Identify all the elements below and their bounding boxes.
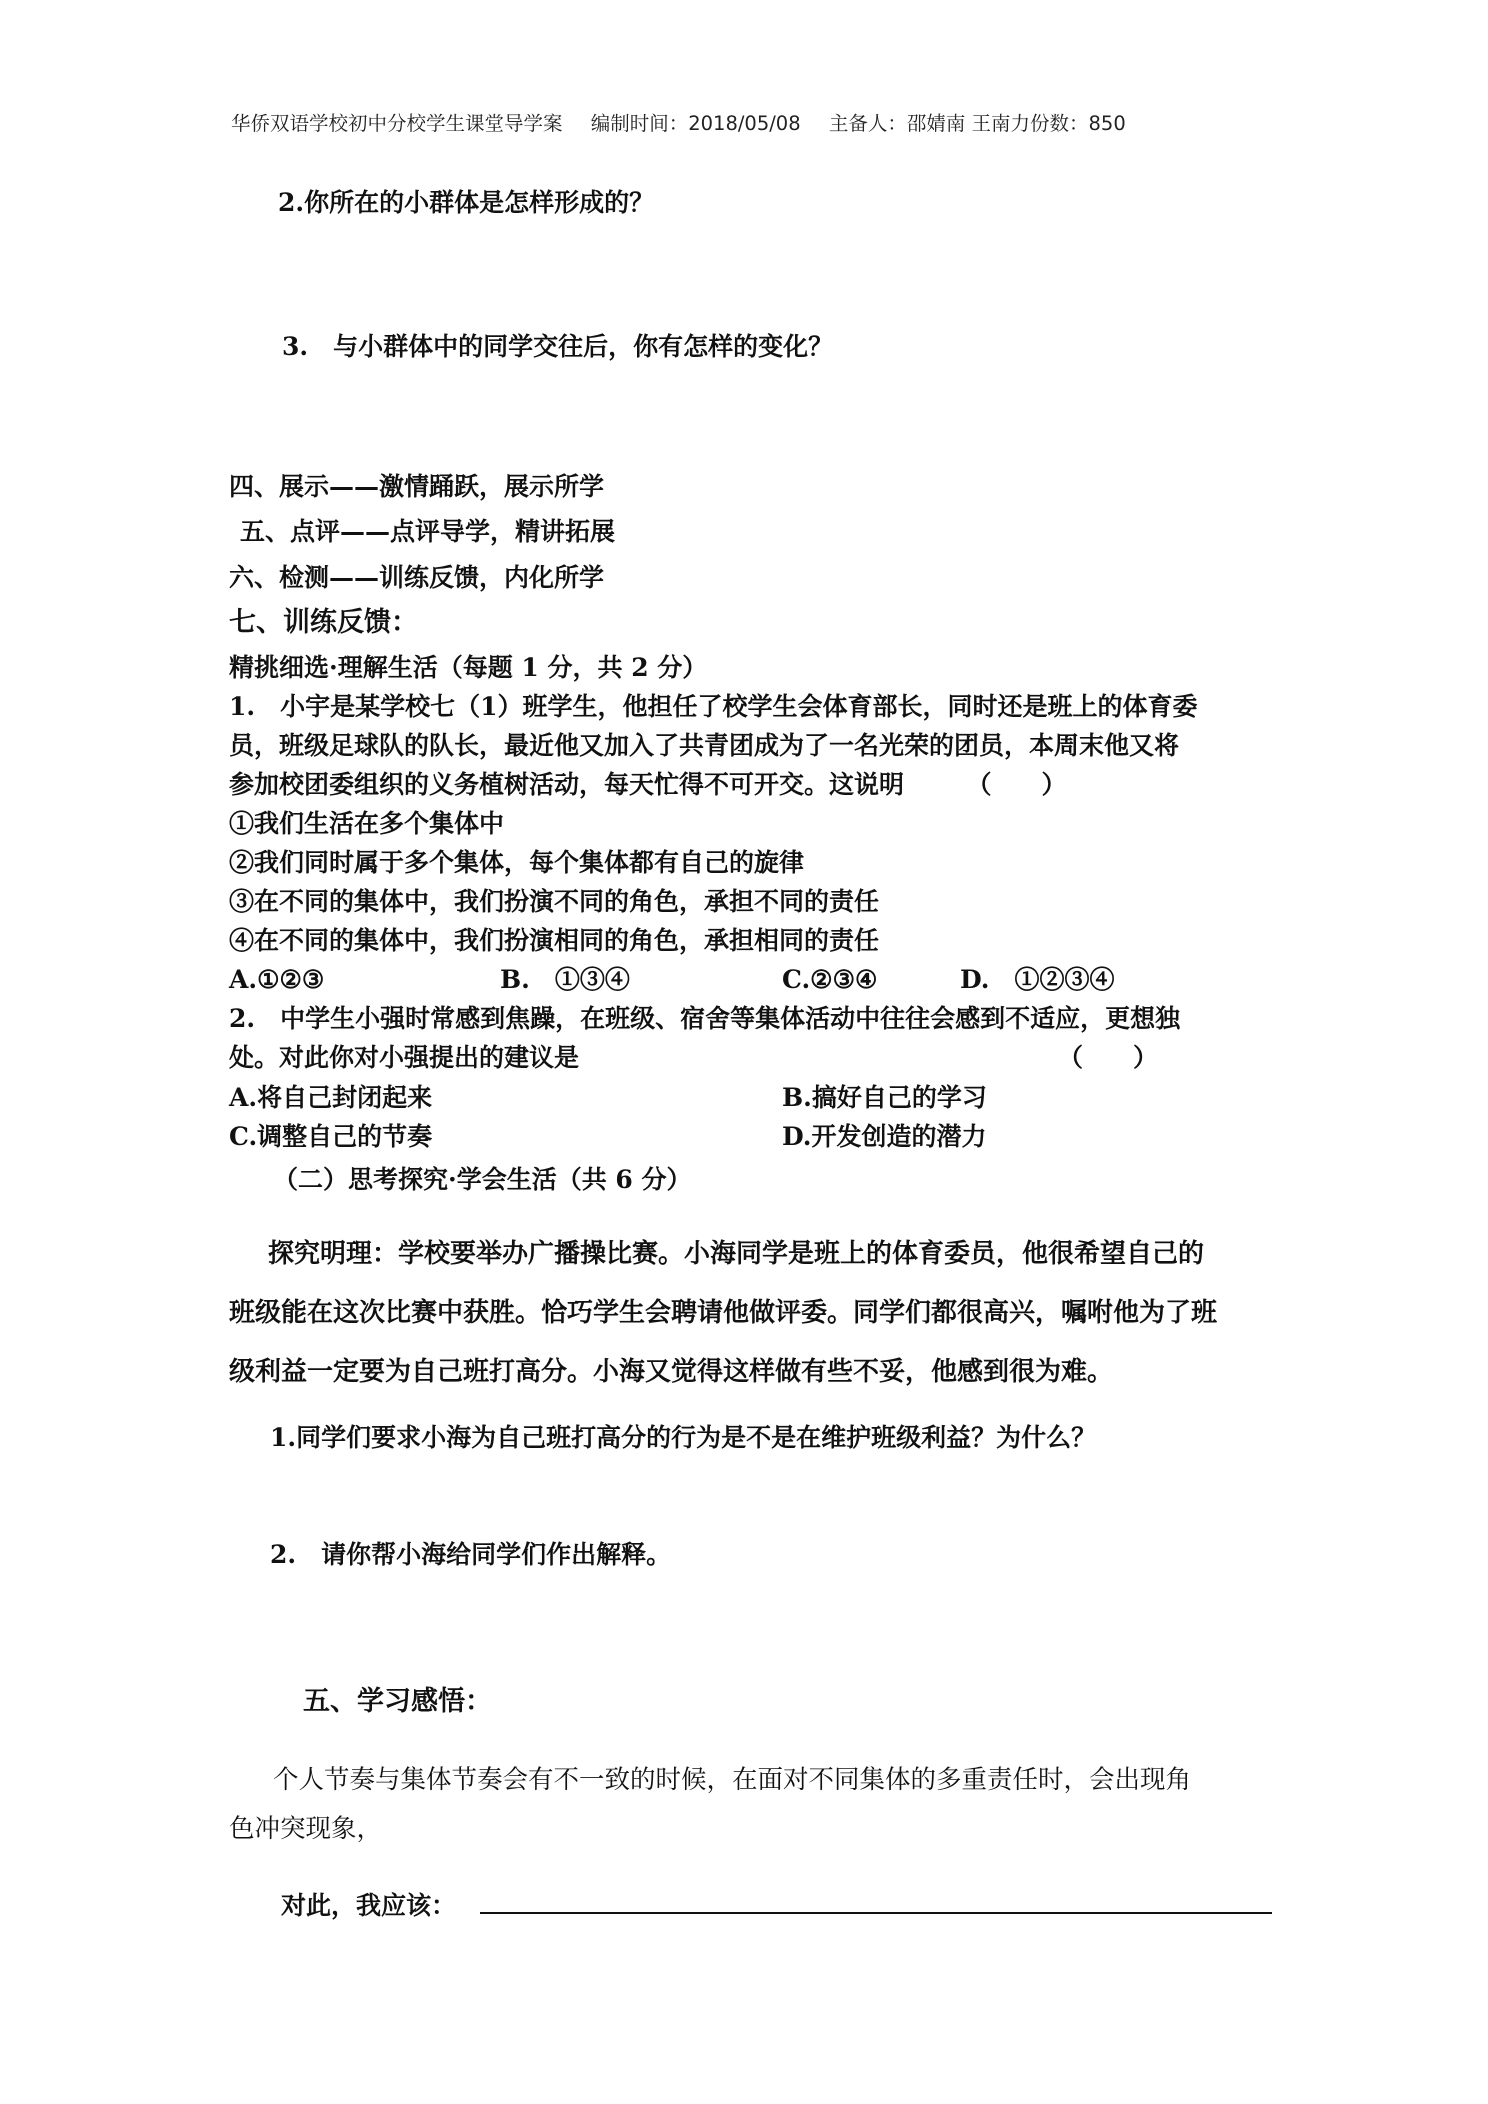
p1-q2-option-c: C.调整自己的节奏	[229, 1122, 433, 1151]
header-preparers: 主备人：邵婧南 王南力份数：850	[828, 112, 1126, 135]
part2-title: （二）思考探究·学会生活（共 6 分）	[273, 1165, 692, 1194]
p1-q2-line-1: 2. 中学生小强时常感到焦躁，在班级、宿舍等集体活动中往往会感到不适应，更想独	[229, 1004, 1181, 1033]
section-6: 六、检测——训练反馈，内化所学	[229, 563, 605, 592]
p1-q2-option-a: A.将自己封闭起来	[229, 1083, 433, 1112]
question-2-top: 2.你所在的小群体是怎样形成的？	[278, 188, 655, 217]
p2-question-2: 2. 请你帮小海给同学们作出解释。	[270, 1540, 672, 1569]
p2-para-line-3: 级利益一定要为自己班打高分。小海又觉得这样做有些不妥，他感到很为难。	[229, 1357, 1114, 1387]
p2-para-line-1: 探究明理：学校要举办广播操比赛。小海同学是班上的体育委员，他很希望自己的	[268, 1239, 1205, 1269]
p1-q1-line-1: 1. 小宇是某学校七（1）班学生，他担任了校学生会体育部长，同时还是班上的体育委	[229, 692, 1198, 721]
header-compile-time: 编制时间：2018/05/08	[590, 112, 801, 135]
p1-q1-line-3: 参加校团委组织的义务植树活动，每天忙得不可开交。这说明 （ ）	[229, 770, 1067, 799]
part1-title: 精挑细选·理解生活（每题 1 分，共 2 分）	[229, 653, 708, 682]
p1-q1-option-d: D. ①②③④	[960, 965, 1115, 994]
reflection-prompt: 对此，我应该：	[281, 1891, 457, 1920]
p2-para-line-2: 班级能在这次比赛中获胜。恰巧学生会聘请他做评委。同学们都很高兴，嘱咐他为了班	[229, 1298, 1218, 1328]
reflection-line-2: 色冲突现象，	[229, 1814, 383, 1844]
question-3-top: 3. 与小群体中的同学交往后，你有怎样的变化？	[282, 332, 834, 361]
p1-q1-option-c: C.②③④	[782, 965, 878, 994]
reflection-line-1: 个人节奏与集体节奏会有不一致的时候，在面对不同集体的多重责任时，会出现角	[273, 1765, 1192, 1795]
section-4: 四、展示——激情踊跃，展示所学	[229, 472, 605, 501]
p2-question-1: 1.同学们要求小海为自己班打高分的行为是不是在维护班级利益？为什么？	[270, 1423, 1097, 1452]
p1-q1-statement-2: ②我们同时属于多个集体，每个集体都有自己的旋律	[229, 848, 805, 877]
p1-q2-answer-paren: （ ）	[1058, 1043, 1159, 1072]
p1-q1-line-2: 员，班级足球队的队长，最近他又加入了共青团成为了一名光荣的团员，本周末他又将	[229, 731, 1180, 760]
p1-q2-option-d: D.开发创造的潜力	[782, 1122, 987, 1151]
reflection-title: 五、学习感悟：	[303, 1686, 492, 1717]
answer-blank-line[interactable]	[480, 1912, 1272, 1914]
header-school: 华侨双语学校初中分校学生课堂导学案	[231, 112, 563, 135]
page-header	[231, 108, 1126, 136]
p1-q2-option-b: B.搞好自己的学习	[782, 1083, 987, 1112]
p1-q2-line-2: 处。对此你对小强提出的建议是	[229, 1043, 580, 1072]
p1-q1-option-a: A.①②③	[229, 965, 325, 994]
p1-q1-option-b: B. ①③④	[500, 965, 630, 994]
p1-q1-statement-3: ③在不同的集体中，我们扮演不同的角色，承担不同的责任	[229, 887, 880, 916]
section-7: 七、训练反馈：	[229, 607, 418, 638]
p1-q1-statement-1: ①我们生活在多个集体中	[229, 809, 505, 838]
p1-q1-statement-4: ④在不同的集体中，我们扮演相同的角色，承担相同的责任	[229, 926, 880, 955]
section-5: 五、点评——点评导学，精讲拓展	[240, 517, 616, 546]
